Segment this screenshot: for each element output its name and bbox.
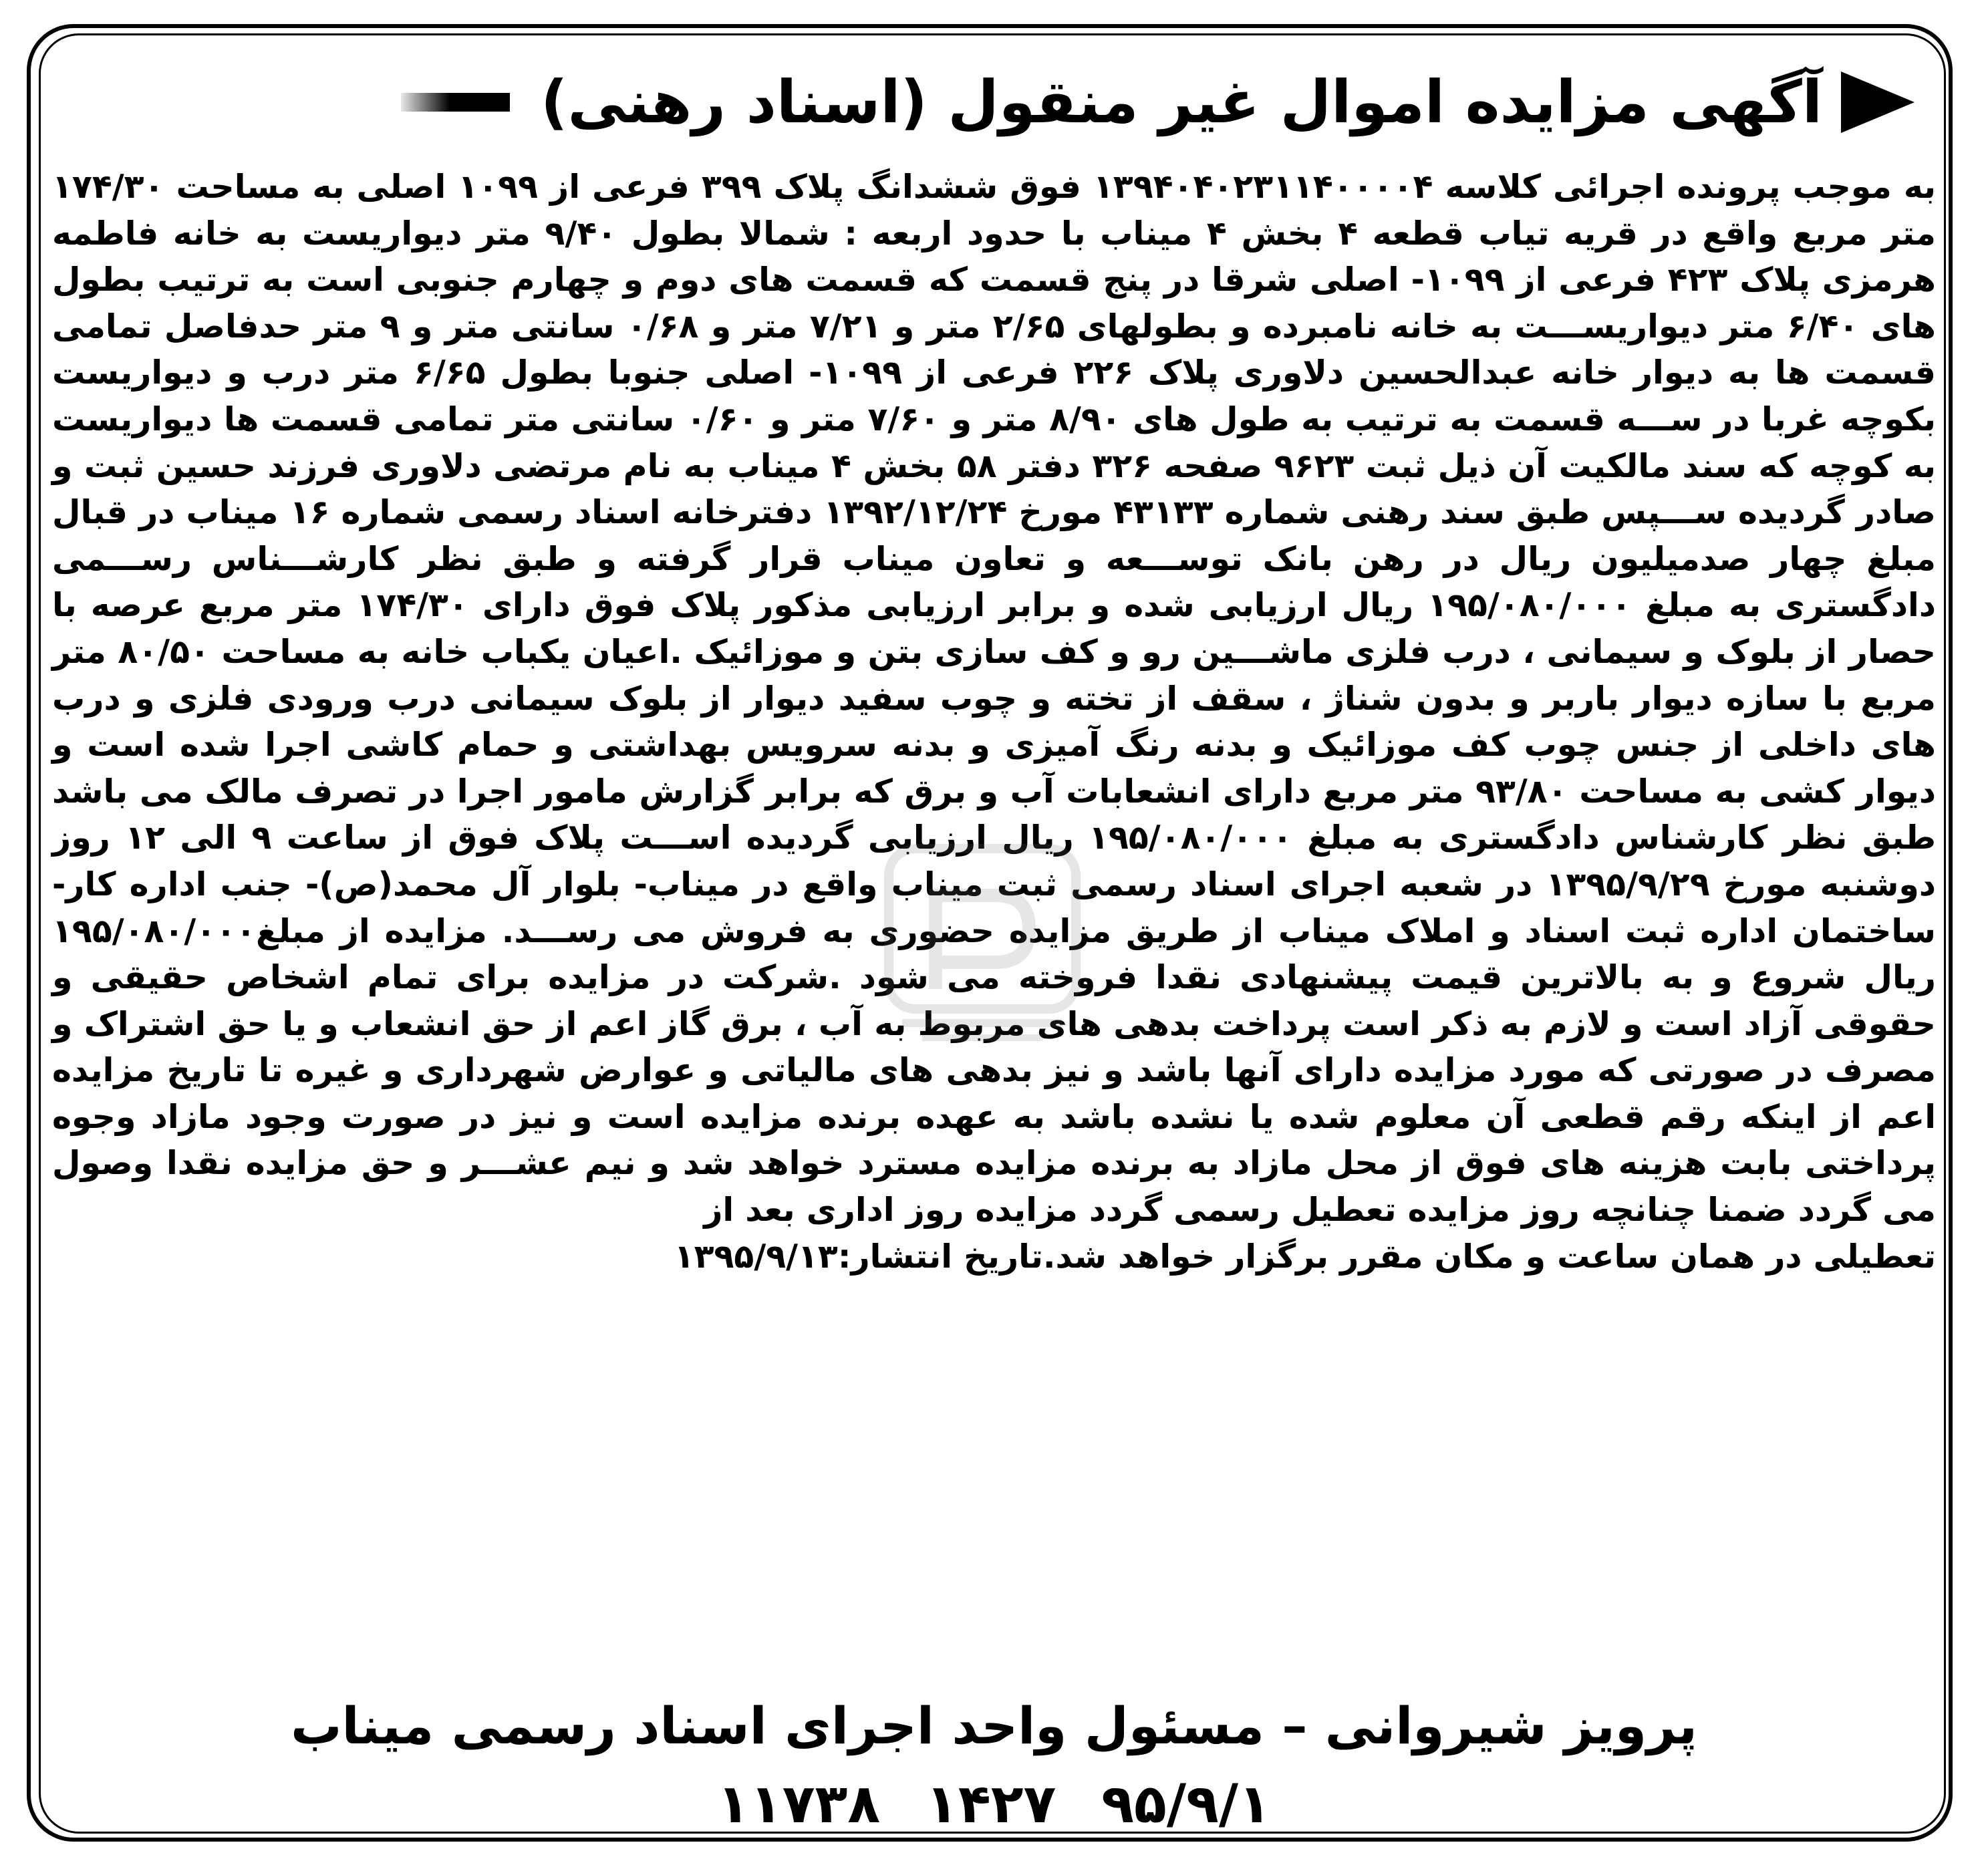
reference-numbers: ۹۵/۹/۱ ۱۴۲۷ ۱۱۷۳۸ <box>717 1773 1271 1835</box>
arrow-left-icon <box>1841 71 1914 133</box>
signature-line: پرویز شیروانی – مسئول واحد اجرای اسناد رسمی میناب <box>291 1696 1697 1755</box>
title-underline-bar <box>401 93 510 112</box>
notice-closing-line: تعطیلی در همان ساعت و مکان مقرر برگزار خواهد شد.تاریخ انتشار:۱۳۹۵/۹/۱۳ <box>674 1237 1936 1276</box>
notice-body-text: به موجب پرونده اجرائی کلاسه ۱۳۹۴۰۴۰۲۳۱۱۴۰۰۰۰۴ فوق ششدانگ پلاک ۳۹۹ فرعی از ۱۰۹۹ اصلی به مساحت ۱۷۴/۳۰ متر مربع واقع در قریه تیاب قطعه ۴ بخش ۴ میناب با حدود اربعه : شمالا بطول ۹/۴۰ متر دیواریست به خانه فاطمه هرمزی پلاک ۴۲۳ فرعی از ۱۰۹۹- اصلی شرقا در پنج قسمت که قسمت های دوم و چهارم جنوبی است به ترتیب بطول های ۶/۴۰ متر دیواریســـت به خانه نامبرده و بطولهای ۲/۶۵ متر و ۷/۲۱ متر و ۰/۶۸ سانتی متر و ۹ متر حدفاصل تمامی قسمت ها به دیوار خانه عبدالحسین دلاوری پلاک ۲۲۶ فرعی از ۱۰۹۹- اصلی جنوبا بطول ۶/۶۵ متر درب و دیواریست بکوچه غربا در ســـه قسمت به ترتیب به طول های ۸/۹۰ متر و ۷/۶۰ متر و ۰/۶۰ سانتی متر تمامی قسمت ها دیواریست به کوچه که سند مالکیت آن ذیل ثبت ۹۶۲۳ صفحه ۳۲۶ دفتر ۵۸ بخش ۴ میناب به نام مرتضی دلاوری فرزند حسین ثبت و صادر گردیده ســـپس طبق سند رهنی شماره ۴۳۱۳۳ مورخ ۱۳۹۲/۱۲/۲۴ دفترخانه اسناد رسمی شماره ۱۶ میناب در قبال مبلغ چهار صدمیلیون ریال در رهن بانک توســـعه و تعاون میناب قرار گرفته و طبق نظر کارشـــناس رســـمی دادگستری به مبلغ ۱۹۵/۰۸۰/۰۰۰ ریال ارزیابی شده و برابر ارزیابی مذکور پلاک فوق دارای ۱۷۴/۳۰ متر مربع عرصه با حصار از بلوک و سیمانی ، درب فلزی ماشـــین رو و کف سازی بتن و موزائیک .اعیان یکباب خانه به مساحت ۸۰/۵۰ متر مربع با سازه دیوار باربر و بدون شناژ ، سقف از تخته و چوب سفید دیوار از بلوک سیمانی درب ورودی فلزی و درب های داخلی از جنس چوب کف موزائیک و بدنه رنگ آمیزی و بدنه سرویس بهداشتی و حمام کاشی اجرا شده است و دیوار کشی به مساحت ۹۳/۸۰ متر مربع دارای انشعابات آب و برق که برابر گزارش مامور اجرا در تصرف مالک می باشد طبق نظر کارشناس دادگستری به مبلغ ۱۹۵/۰۸۰/۰۰۰ ریال ارزیابی گردیده اســـت پلاک فوق از ساعت ۹ الی ۱۲ روز دوشنبه مورخ ۱۳۹۵/۹/۲۹ در شعبه اجرای اسناد رسمی ثبت میناب واقع در میناب- بلوار آل محمد(ص)- جنب اداره کار- ساختمان اداره ثبت اسناد و املاک میناب از طریق مزایده حضوری به فروش می رســـد. مزایده از مبلغ۱۹۵/۰۸۰/۰۰۰ ریال شروع و به بالاترین قیمت پیشنهادی نقدا فروخته می شود .شرکت در مزایده برای تمام اشخاص حقیقی و حقوقی آزاد است و لازم به ذکر است پرداخت بدهی های مربوط به آب ، برق گاز اعم از حق انشعاب و یا حق اشتراک و مصرف در صورتی که مورد مزایده دارای آنها باشد و نیز بدهی های مالیاتی و عوارض شهرداری و غیره تا تاریخ مزایده اعم از اینکه رقم قطعی آن معلوم شده یا نشده باشد به عهده برنده مزایده است و نیز در صورت وجود مازاد وجوه پرداختی بابت هزینه های فوق از محل مازاد به برنده مزایده مسترد خواهد شد و نیم عشـــر و حق مزایده نقدا وصول می گردد ضمنا چنانچه روز مزایده تعطیل رسمی گردد مزایده روز اداری بعد از <box>52 168 1937 1230</box>
notice-title: آگهی مزایده اموال غیر منقول (اسناد رهنی) <box>541 67 1822 136</box>
notice-body <box>52 164 1936 1280</box>
notice-header <box>401 59 1914 146</box>
